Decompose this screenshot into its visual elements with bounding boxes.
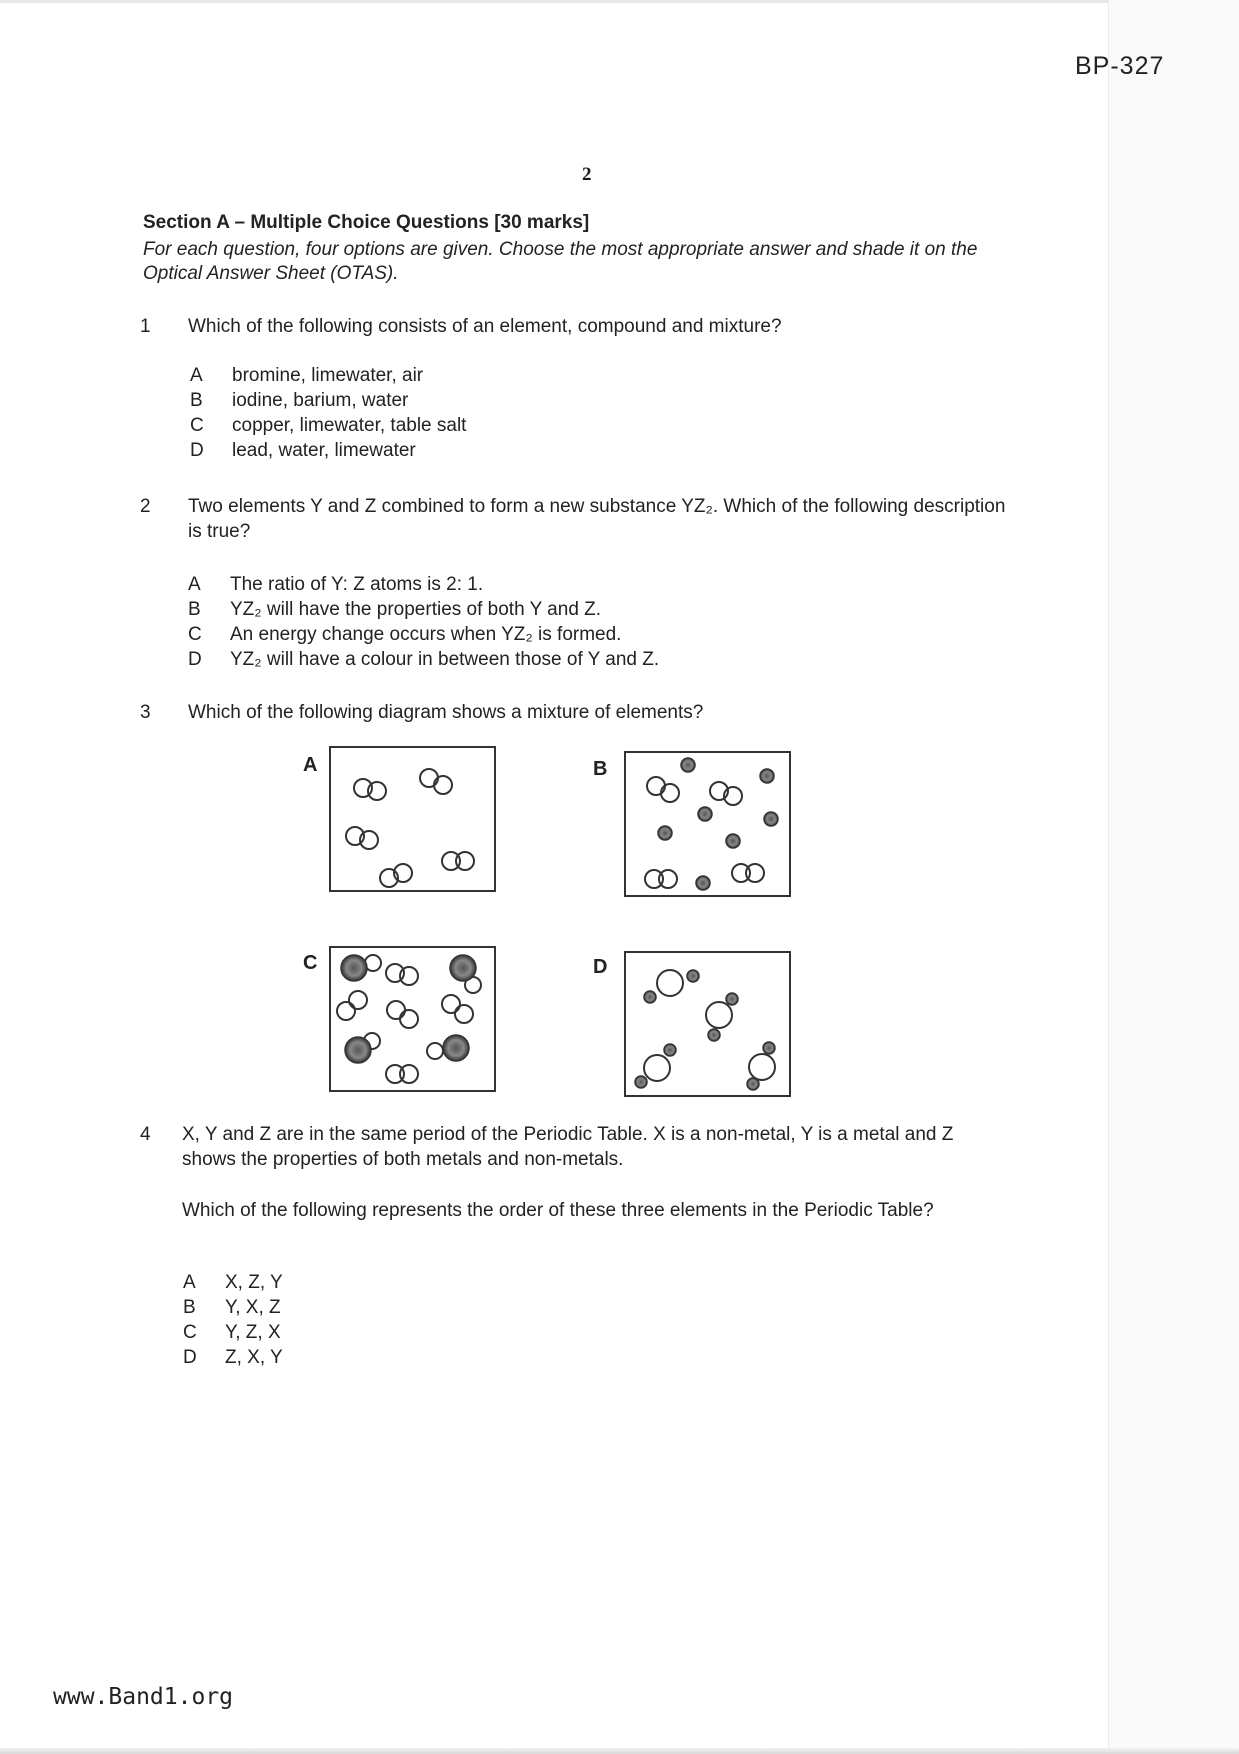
section-title: Section A – Multiple Choice Questions [30 marks] [143,212,590,233]
page-number: 2 [582,164,592,185]
option-c: C copper, limewater, table salt [190,415,467,436]
option-c: C An energy change occurs when YZ₂ is formed. [188,624,622,645]
diagram-c [329,946,496,1092]
scan-top-edge [0,0,1239,3]
molecules-and-compounds-icon [331,948,494,1090]
section-instructions: For each question, four options are given. Choose the most appropriate answer and shade it on the Optical Answer Sheet (OTAS). [143,239,978,284]
option-a: A bromine, limewater, air [190,365,424,386]
diagram-b [624,751,791,897]
diatomic-molecules-icon [331,748,494,890]
scan-right-margin [1108,0,1239,1754]
question-2-options [188,572,659,672]
question-1-options [190,363,466,463]
diagram-a-label: A [303,754,318,776]
molecules-and-atoms-icon [626,753,789,895]
option-d: D Z, X, Y [183,1347,283,1368]
diagram-d-label: D [593,956,608,978]
option-d: D YZ₂ will have a colour in between those of Y and Z. [188,649,660,670]
diagram-a [329,746,496,892]
option-b: B iodine, barium, water [190,390,409,411]
question-stem: X, Y and Z are in the same period of the Periodic Table. X is a non-metal, Y is a metal and Z shows the properties of both metals and non-metals. [182,1124,954,1170]
diagram-d [624,951,791,1097]
diagram-c-label: C [303,952,318,974]
question-number: 3 [140,702,151,723]
option-b: B Y, X, Z [183,1297,281,1318]
option-d: D lead, water, limewater [190,440,416,461]
question-stem-2: Which of the following represents the order of these three elements in the Periodic Table? [182,1200,934,1221]
scan-bottom-edge [0,1748,1239,1754]
option-c: C Y, Z, X [183,1322,281,1343]
diagram-b-label: B [593,758,608,780]
question-stem: Which of the following consists of an element, compound and mixture? [188,316,782,337]
option-a: A X, Z, Y [183,1272,283,1293]
question-stem: Two elements Y and Z combined to form a new substance YZ₂. Which of the following description is true? [188,496,1006,542]
question-number: 2 [140,496,151,517]
question-number: 4 [140,1124,151,1145]
footer-watermark: www.Band1.org [53,1684,234,1710]
option-a: A The ratio of Y: Z atoms is 2: 1. [188,574,484,595]
paper-code: BP-327 [1075,52,1165,80]
question-stem: Which of the following diagram shows a mixture of elements? [188,702,704,723]
compound-molecules-icon [626,953,789,1095]
option-b: B YZ₂ will have the properties of both Y and Z. [188,599,602,620]
question-4-options [183,1270,283,1370]
question-number: 1 [140,316,151,337]
